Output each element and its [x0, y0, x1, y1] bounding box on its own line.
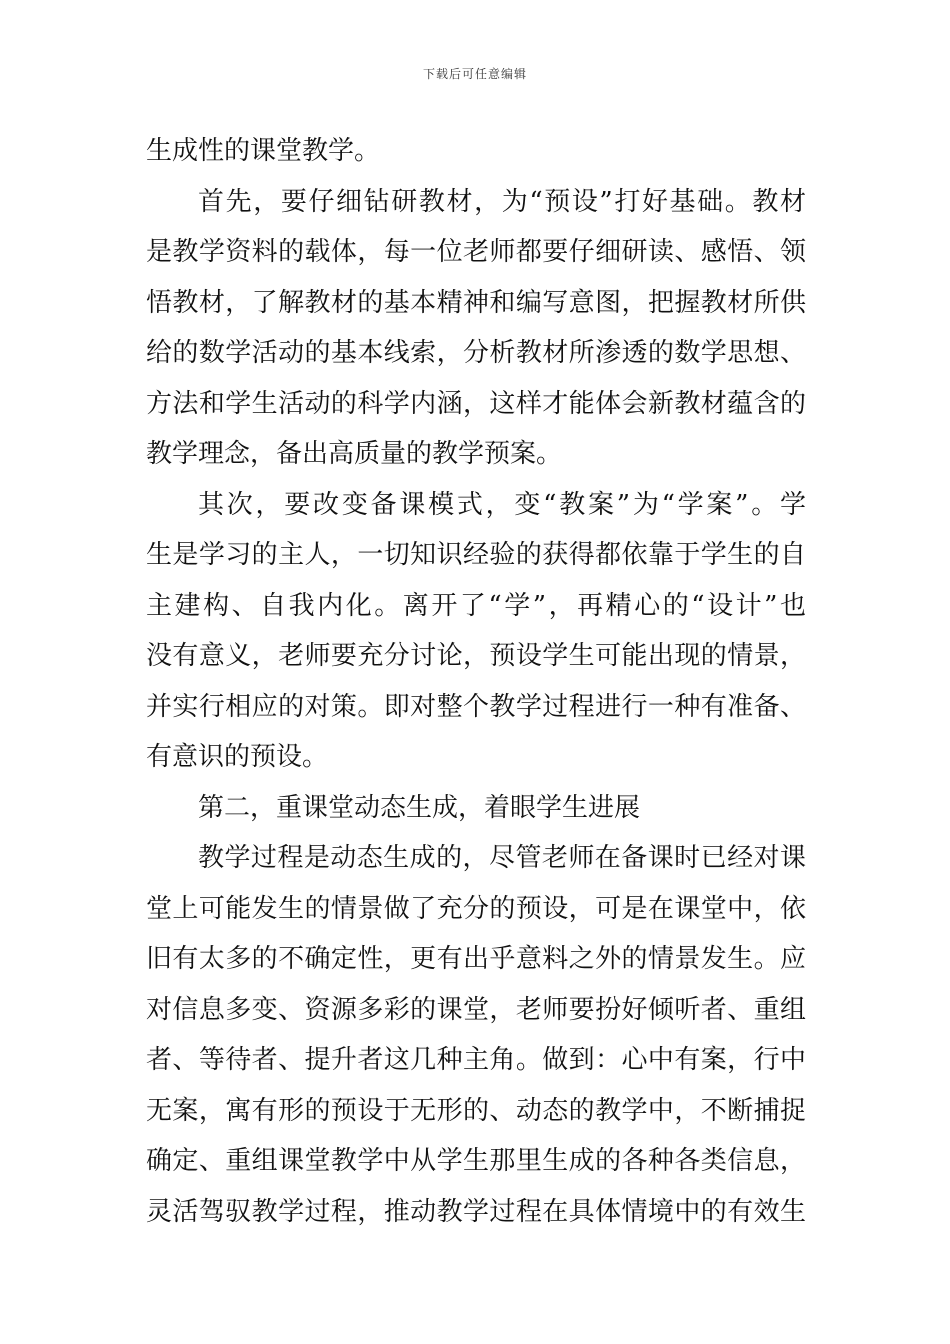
- document-body: [146, 126, 806, 1237]
- text-line: 生是学习的主人，一切知识经验的获得都依靠于学生的自: [146, 540, 806, 570]
- text-line: 对信息多变、资源多彩的课堂，老师要扮好倾听者、重组: [146, 994, 806, 1025]
- text-line: 确定、重组课堂教学中从学生那里生成的各种各类信息，: [146, 1146, 806, 1176]
- text-line: 并实行相应的对策。即对整个教学过程进行一种有准备、: [146, 691, 806, 722]
- text-line: 悟教材，了解教材的基本精神和编写意图，把握教材所供: [146, 287, 806, 318]
- text-line: 旧有太多的不确定性，更有出乎意料之外的情景发生。应: [146, 944, 806, 974]
- page-header: 下载后可任意编辑: [422, 67, 527, 81]
- text-line: 教学过程是动态生成的，尽管老师在备课时已经对课: [198, 843, 806, 873]
- text-line: 方法和学生活动的科学内涵，这样才能体会新教材蕴含的: [146, 388, 806, 419]
- text-line: 没有意义，老师要充分讨论，预设学生可能出现的情景，: [146, 641, 806, 671]
- text-line: 教学理念，备出高质量的教学预案。: [146, 439, 563, 469]
- text-line: 给的数学活动的基本线索，分析教材所渗透的数学思想、: [146, 338, 806, 368]
- text-line: 者、等待者、提升者这几种主角。做到：心中有案，行中: [146, 1045, 806, 1075]
- text-line: 首先，要仔细钻研教材，为“预设”打好基础。教材: [198, 186, 806, 217]
- section-heading: 第二，重课堂动态生成，着眼学生进展: [198, 792, 641, 823]
- text-line: 有意识的预设。: [146, 742, 329, 772]
- text-line: 生成性的课堂教学。: [146, 136, 381, 166]
- text-line: 主建构、自我内化。离开了“学”，再精心的“设计”也: [146, 590, 806, 621]
- text-line: 灵活驾驭教学过程，推动教学过程在具体情境中的有效生: [146, 1196, 806, 1227]
- text-line: 其次，要改变备课模式，变“教案”为“学案”。学: [198, 489, 806, 520]
- text-line: 是教学资料的载体，每一位老师都要仔细研读、感悟、领: [146, 237, 806, 267]
- text-line: 无案，寓有形的预设于无形的、动态的教学中，不断捕捉: [146, 1095, 806, 1126]
- text-line: 堂上可能发生的情景做了充分的预设，可是在课堂中，依: [146, 893, 806, 924]
